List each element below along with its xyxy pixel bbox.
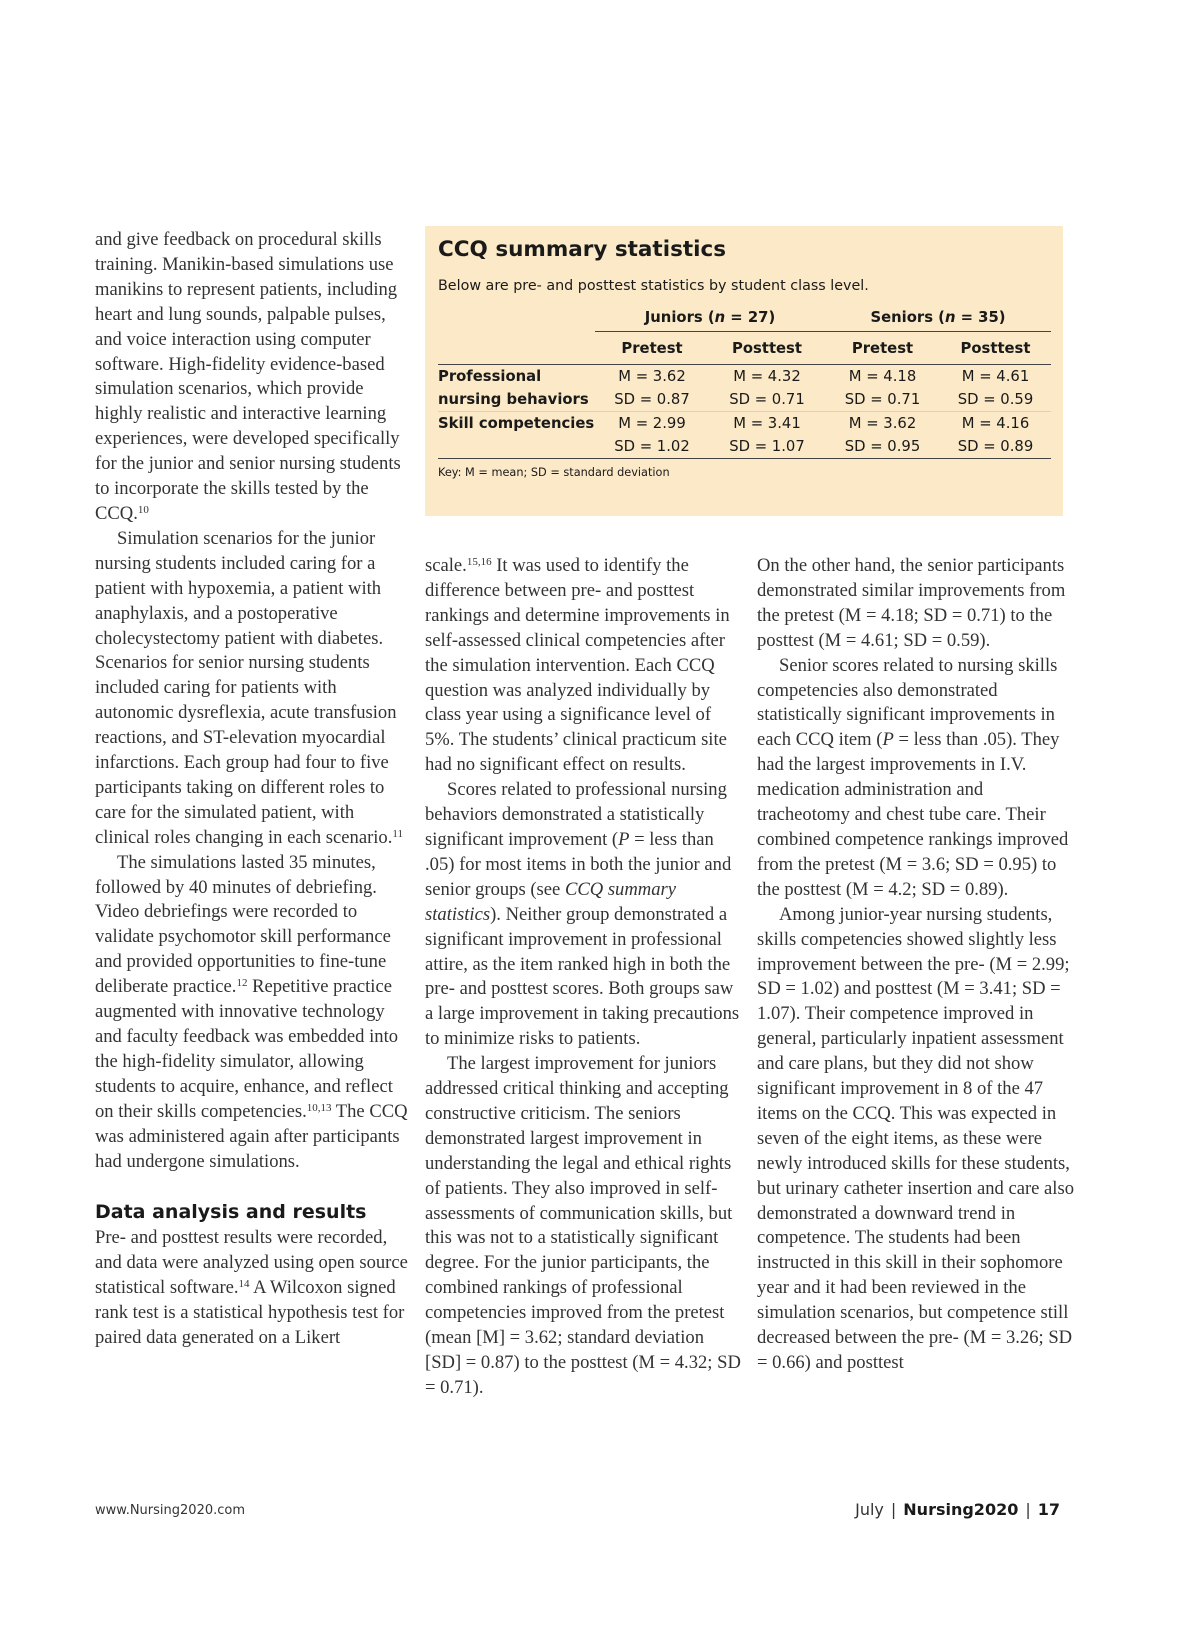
- table-cell: M = 4.16 SD = 0.89: [940, 412, 1051, 459]
- article-column-1: [95, 228, 413, 1351]
- paragraph: The largest improvement for juniors addressed critical thinking and accepting constructive criticism. The seniors demonstrated largest improvement in understanding the legal and ethical rights of patients. They also improved in self-assessments of communication skills, but this was not to a statistically significant degree. For the junior participants, the combined rankings of professional competencies improved from the pretest (mean [M] = 3.62; standard deviation [SD] = 0.87) to the posttest (M = 4.32; SD = 0.71).: [425, 1053, 741, 1398]
- section-heading: Data analysis and results: [95, 1201, 367, 1224]
- table-cell: M = 4.18 SD = 0.71: [825, 365, 940, 412]
- row-label: Skill competencies: [438, 412, 595, 459]
- seniors-posttest-header: Posttest: [940, 332, 1051, 365]
- row-label: Professional nursing behaviors: [438, 365, 595, 412]
- group-header-row: [438, 303, 1051, 332]
- reference-superscript: 15,16: [466, 556, 492, 568]
- reference-superscript: 10: [137, 503, 149, 516]
- table-row: [438, 365, 1051, 412]
- footer-url: www.Nursing2020.com: [95, 1503, 246, 1518]
- article-column-2: [425, 554, 743, 1401]
- footer-month: July: [855, 1500, 884, 1519]
- footer-magazine: Nursing2020: [903, 1500, 1019, 1519]
- paragraph: Simulation scenarios for the junior nursing students included caring for a patient with hypoxemia, a patient with anaphylaxis, and a postoperative cholecystectomy patient with diabetes. Scenarios for senior nursing students included caring for patients with autonomic dysreflexia, acute transfusion reactions, and ST-elevation myocardial infarctions. Each group had four to five participants taking on different roles to care for the simulated patient, with clinical roles changing in each scenario.$^{11}$: [95, 527, 403, 848]
- sidebar-subtitle: Below are pre- and posttest statistics by student class level.: [438, 278, 869, 294]
- paragraph: Pre- and posttest results were recorded, and data were analyzed using open source statistical software.$^{14}$ A Wilcoxon signed rank test is a statistical hypothesis test for paired data generated on a Likert: [95, 1227, 408, 1349]
- paragraph: Among junior-year nursing students, skills competencies showed slightly less improvement between the pre- (M = 2.99; SD = 1.02) and posttest (M = 3.41; SD = 1.07). Their competence improved in general, particularly inpatient assessment and care plans, but they did not show significant improvement in 8 of the 47 items on the CCQ. This was expected in seven of the eight items, as these were newly introduced skills for these students, but urinary catheter insertion and care also demonstrated a downward trend in competence. The students had been instructed in this skill in their sophomore year and it had been reviewed in the simulation scenarios, but competence still decreased between the pre- (M = 3.26; SD = 0.66) and posttest: [757, 903, 1074, 1373]
- sidebar-title: CCQ summary statistics: [438, 237, 727, 262]
- juniors-header: Juniors (n = 27): [595, 303, 825, 332]
- ccq-summary-sidebar: [425, 226, 1063, 516]
- seniors-pretest-header: Pretest: [825, 332, 940, 365]
- paragraph: Scores related to professional nursing behaviors demonstrated a statistically significant improvement (P = less than .05) for most items in both the junior and senior groups (see CCQ summary statistics). Neither group demonstrated a significant improvement in professional attire, as the item ranked high in both the pre- and posttest scores. Both groups saw a large improvement in taking precautions to minimize risks to patients.: [425, 779, 740, 1050]
- table-cell: M = 3.41 SD = 1.07: [709, 412, 825, 459]
- paragraph: On the other hand, the senior participants demonstrated similar improvements from the pretest (M = 4.18; SD = 0.71) to the posttest (M = 4.61; SD = 0.59).: [757, 555, 1066, 651]
- table-cell: M = 4.61 SD = 0.59: [940, 365, 1051, 412]
- page-number: 17: [1037, 1500, 1060, 1519]
- footer-separator: |: [1025, 1500, 1031, 1519]
- seniors-header: Seniors (n = 35): [825, 303, 1051, 332]
- footer-separator: |: [890, 1500, 897, 1519]
- reference-superscript: 12: [236, 977, 248, 990]
- reference-superscript: 10,13: [306, 1101, 332, 1114]
- juniors-pretest-header: Pretest: [595, 332, 709, 365]
- reference-superscript: 14: [238, 1278, 250, 1291]
- sidebar-reference: CCQ summary statistics: [425, 878, 676, 925]
- footer-page-info: [855, 1500, 1060, 1519]
- paragraph: The simulations lasted 35 minutes, followed by 40 minutes of debriefing. Video debriefings were recorded to validate psychomotor skill performance and provided opportunities to fine-tune deliberate practice.$^{12}$ Repetitive practice augmented with innovative technology and faculty feedback was embedded into the high-fidelity simulator, allowing students to acquire, enhance, and reflect on their skills competencies.$^{10,13}$ The CCQ was administered again after participants had undergone simulations.: [95, 851, 408, 1172]
- paragraph: scale.$^{15,16}$ It was used to identify the difference between pre- and posttest rankings and determine improvements in self-assessed clinical competencies after the simulation intervention. Each CCQ question was analyzed individually by class year using a significance level of 5%. The students’ clinical practicum site had no significant effect on results.: [425, 555, 730, 776]
- table-cell: M = 3.62 SD = 0.95: [825, 412, 940, 459]
- juniors-posttest-header: Posttest: [709, 332, 825, 365]
- article-column-3: [757, 554, 1075, 1376]
- subheader-row: [438, 332, 1051, 365]
- reference-superscript: 11: [392, 827, 403, 840]
- table-cell: M = 2.99 SD = 1.02: [595, 412, 709, 459]
- table-key: Key: M = mean; SD = standard deviation: [438, 466, 670, 479]
- paragraph: and give feedback on procedural skills training. Manikin-based simulations use manikins to represent patients, including heart and lung sounds, palpable pulses, and voice interaction using computer software. High-fidelity evidence-based simulation scenarios, which provide highly realistic and interactive learning experiences, were developed specifically for the junior and senior nursing students to incorporate the skills tested by the CCQ.$^{10}$: [95, 229, 401, 524]
- table-cell: M = 3.62 SD = 0.87: [595, 365, 709, 412]
- paragraph: Senior scores related to nursing skills competencies also demonstrated statistically significant improvements in each CCQ item (P = less than .05). They had the largest improvements in I.V. medication administration and tracheotomy and chest tube care. Their combined competence rankings improved from the pretest (M = 3.6; SD = 0.95) to the posttest (M = 4.2; SD = 0.89).: [757, 654, 1069, 900]
- table-cell: M = 4.32 SD = 0.71: [709, 365, 825, 412]
- table-row: [438, 412, 1051, 459]
- ccq-statistics-table: [438, 303, 1051, 459]
